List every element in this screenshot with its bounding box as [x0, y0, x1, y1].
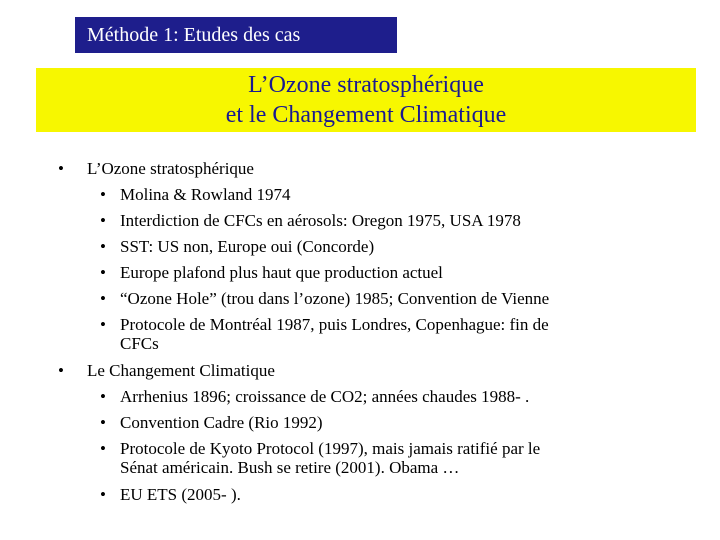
list-item: [0, 182, 720, 208]
bullet-icon: •: [100, 413, 106, 432]
list-item-text: Interdiction de CFCs en aérosols: Oregon 1975, USA 1978: [120, 211, 521, 230]
list-item-text: Protocole de Montréal 1987, puis Londres, Copenhague: fin de: [120, 315, 549, 334]
slide-title-line-1: L’Ozone stratosphérique: [248, 72, 484, 98]
slide-title-line-2: et le Changement Climatique: [225, 102, 507, 128]
list-item: [0, 410, 720, 436]
list-item-text: SST: US non, Europe oui (Concorde): [120, 237, 375, 256]
list-item-text: “Ozone Hole” (trou dans l’ozone) 1985; Convention de Vienne: [120, 289, 550, 308]
list-item-text: EU ETS (2005- ).: [120, 485, 241, 504]
section-heading-text: Le Changement Climatique: [87, 361, 275, 380]
list-item-continuation: Sénat américain. Bush se retire (2001). Obama …: [120, 458, 460, 477]
bullet-icon: •: [100, 211, 106, 230]
method-label: Méthode 1: Etudes des cas: [75, 17, 397, 53]
list-item-text: Protocole de Kyoto Protocol (1997), mais jamais ratifié par le: [120, 439, 541, 458]
bullet-icon: •: [100, 289, 106, 308]
bullet-icon: •: [100, 439, 106, 458]
list-item-continuation: CFCs: [120, 334, 159, 353]
section-heading-climate: [0, 358, 720, 384]
bullet-list: [0, 156, 720, 508]
bullet-icon: •: [100, 315, 106, 334]
list-item: [0, 312, 720, 354]
bullet-icon: •: [100, 237, 106, 256]
list-item-text: Arrhenius 1896; croissance de CO2; années chaudes 1988- .: [120, 387, 530, 406]
list-item: [0, 384, 720, 410]
section-heading-text: L’Ozone stratosphérique: [87, 159, 254, 178]
section-heading-ozone: [0, 156, 720, 182]
bullet-icon: •: [100, 485, 106, 504]
list-item: [0, 234, 720, 260]
slide-title: [36, 68, 696, 132]
list-item: [0, 482, 720, 508]
bullet-icon: •: [58, 159, 64, 178]
list-item: [0, 260, 720, 286]
list-item: [0, 286, 720, 312]
bullet-icon: •: [100, 263, 106, 282]
list-item-text: Europe plafond plus haut que production actuel: [120, 263, 443, 282]
bullet-icon: •: [100, 387, 106, 406]
list-item: [0, 436, 720, 478]
list-item-text: Convention Cadre (Rio 1992): [120, 413, 323, 432]
bullet-icon: •: [58, 361, 64, 380]
list-item-text: Molina & Rowland 1974: [120, 185, 291, 204]
list-item: [0, 208, 720, 234]
bullet-icon: •: [100, 185, 106, 204]
